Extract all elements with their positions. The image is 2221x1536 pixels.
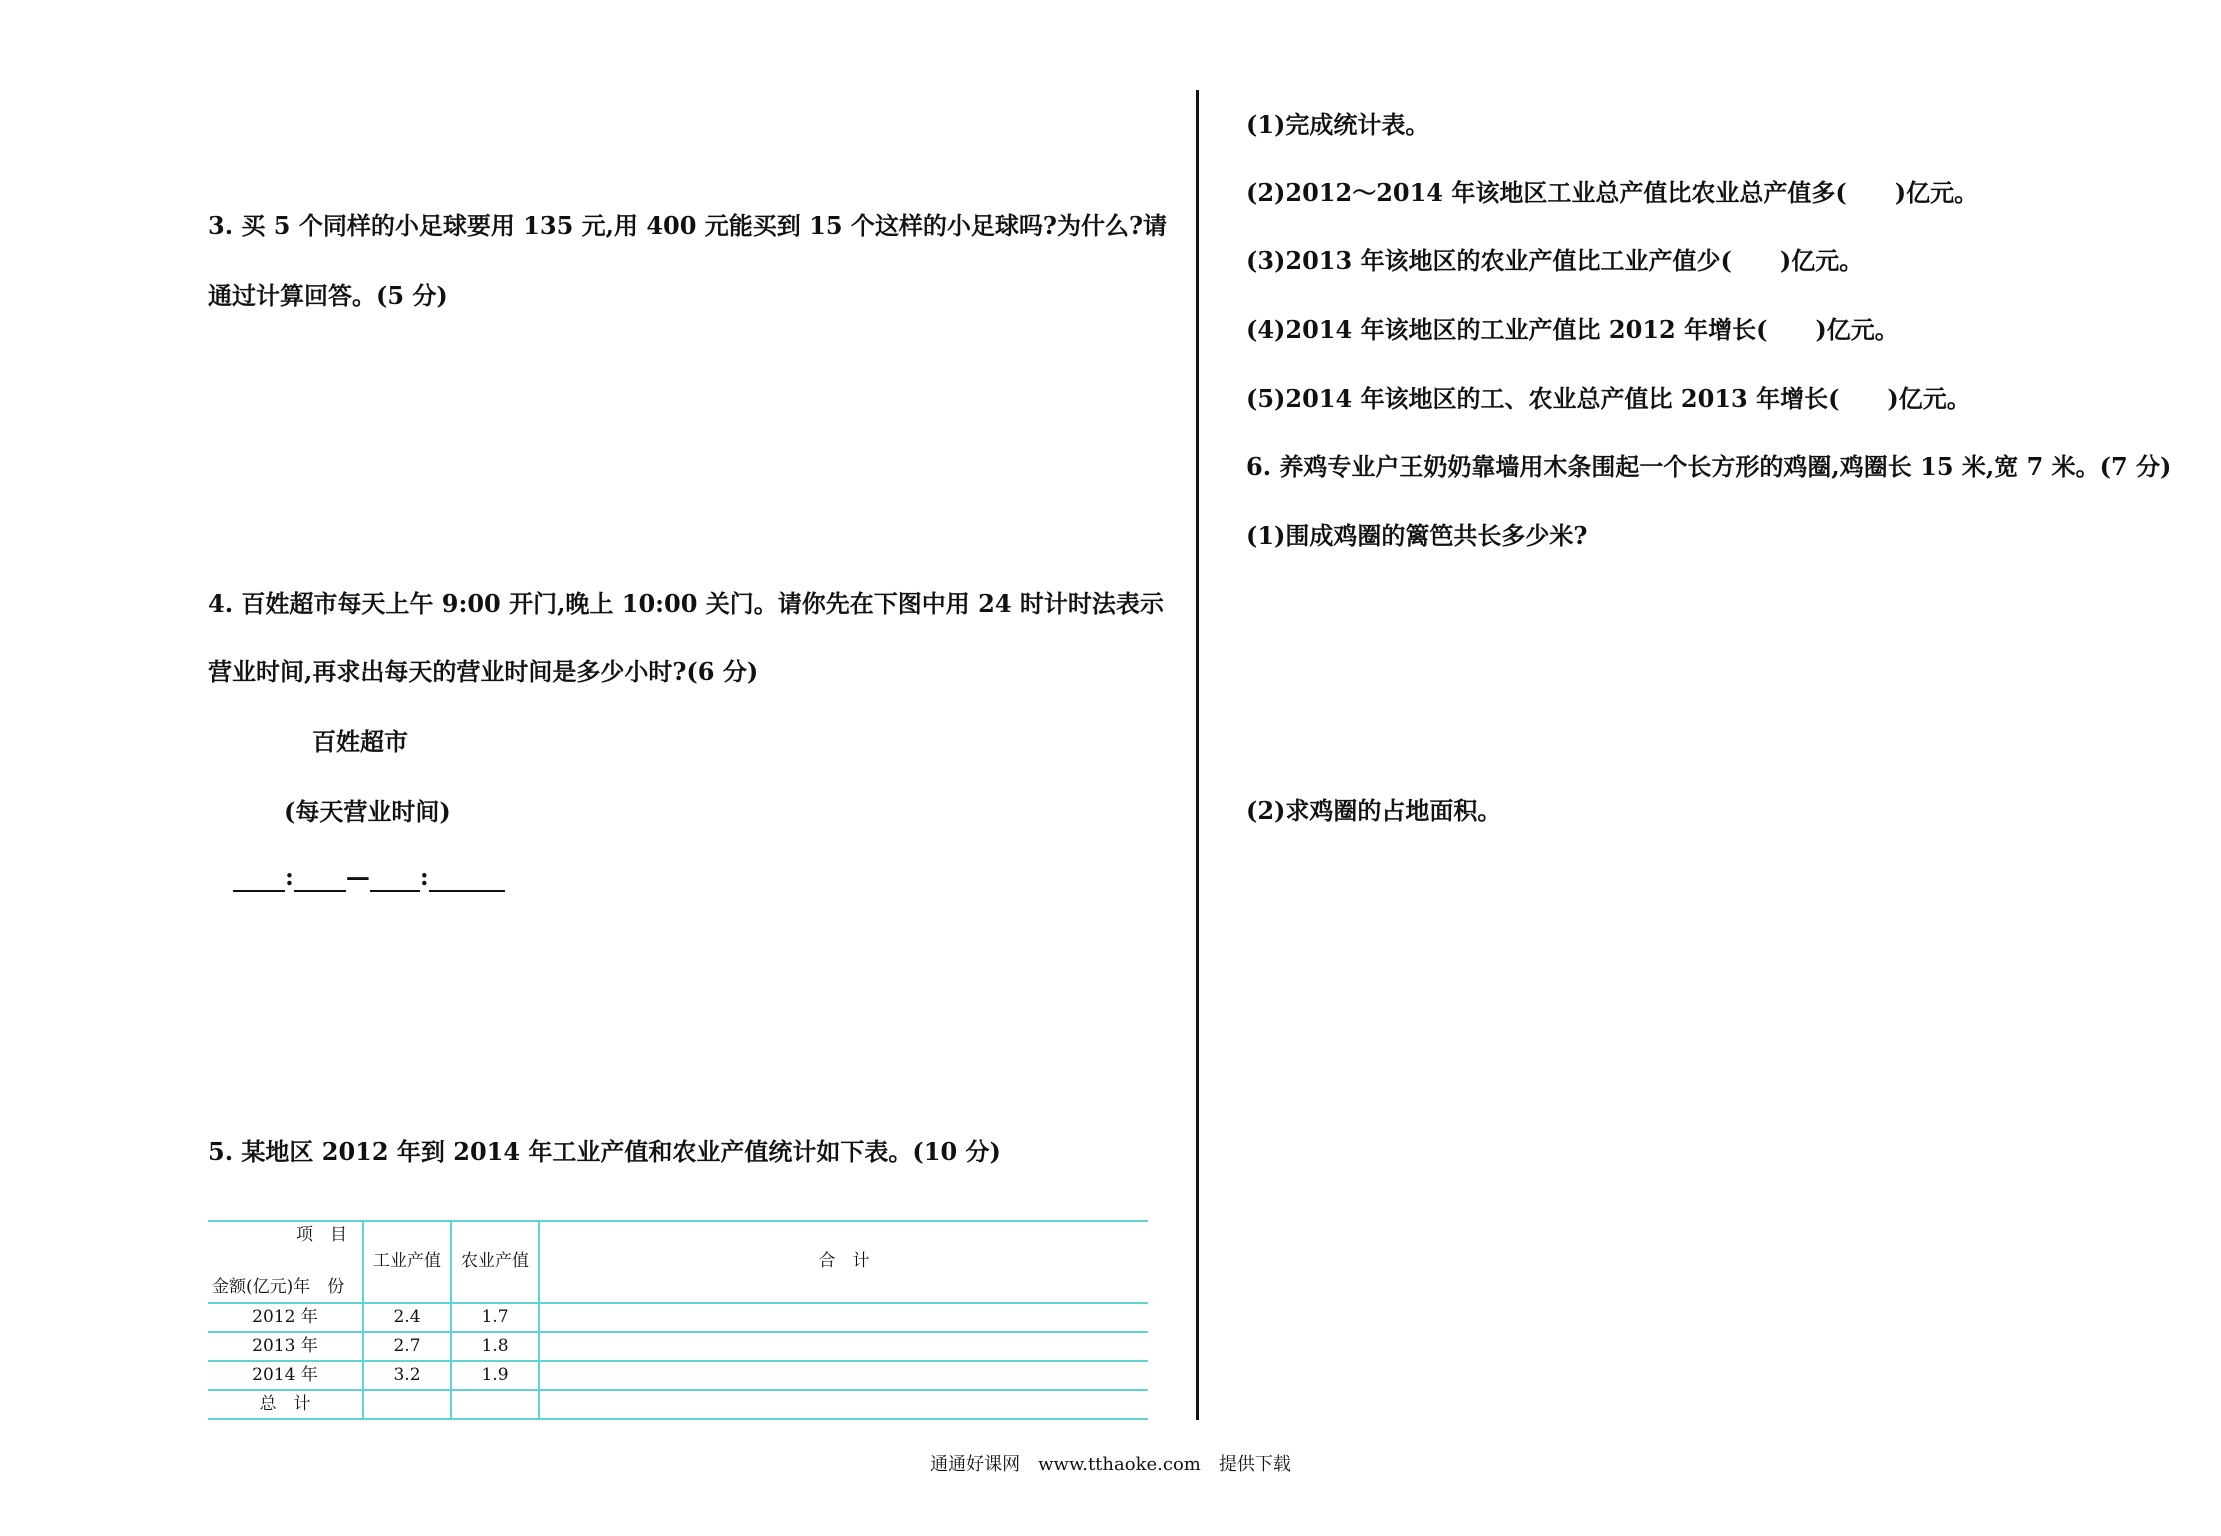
colon-1: : xyxy=(285,862,294,891)
question-4-line-2: 营业时间,再求出每天的营业时间是多少小时?(6 分) xyxy=(208,657,759,686)
header-industry: 工业产值 xyxy=(373,1251,441,1271)
subquestion-3: (3)2013 年该地区的农业产值比工业产值少( )亿元。 xyxy=(1246,246,1864,275)
question-5-title: 5. 某地区 2012 年到 2014 年工业产值和农业产值统计如下表。(10 分) xyxy=(208,1137,1001,1166)
row-industry: 3.2 xyxy=(393,1365,421,1385)
close-minute-blank[interactable] xyxy=(429,868,505,892)
row-year: 2013 年 xyxy=(252,1336,318,1356)
close-hour-blank[interactable] xyxy=(370,868,420,892)
row-agriculture: 1.9 xyxy=(481,1365,509,1385)
row-year: 2012 年 xyxy=(252,1307,318,1327)
question-3-line-2: 通过计算回答。(5 分) xyxy=(208,281,448,310)
question-6-part-2: (2)求鸡圈的占地面积。 xyxy=(1246,796,1502,825)
colon-2: : xyxy=(419,862,429,891)
question-3-line-1: 3. 买 5 个同样的小足球要用 135 元,用 400 元能买到 15 个这样的小足球吗?为什么?请 xyxy=(208,211,1168,240)
question-4-line-1: 4. 百姓超市每天上午 9:00 开门,晚上 10:00 关门。请你先在下图中用 24 时计时法表示 xyxy=(208,589,1164,618)
subquestion-5: (5)2014 年该地区的工、农业总产值比 2013 年增长( )亿元。 xyxy=(1246,384,1971,413)
sign-title: 百姓超市 xyxy=(312,727,408,756)
open-hour-blank[interactable] xyxy=(233,868,285,892)
header-amount-year: 金额(亿元)年 份 xyxy=(212,1277,345,1297)
subquestion-1: (1)完成统计表。 xyxy=(1246,110,1430,139)
header-item: 项 目 xyxy=(296,1225,347,1245)
row-industry: 2.4 xyxy=(393,1307,421,1327)
subquestion-2: (2)2012～2014 年该地区工业总产值比农业总产值多( )亿元。 xyxy=(1246,178,1979,207)
total-label: 总 计 xyxy=(259,1394,311,1414)
header-total: 合 计 xyxy=(818,1251,870,1271)
production-table xyxy=(208,1220,1148,1420)
opening-hours-blanks xyxy=(233,862,505,892)
row-agriculture: 1.7 xyxy=(481,1307,509,1327)
row-year: 2014 年 xyxy=(252,1365,318,1385)
question-6: 6. 养鸡专业户王奶奶靠墙用木条围起一个长方形的鸡圈,鸡圈长 15 米,宽 7 米。(7 分) xyxy=(1246,452,2172,481)
open-minute-blank[interactable] xyxy=(294,868,346,892)
header-agriculture: 农业产值 xyxy=(461,1251,529,1271)
row-agriculture: 1.8 xyxy=(481,1336,509,1356)
sign-subtitle: (每天营业时间) xyxy=(284,797,451,826)
column-divider xyxy=(1196,90,1199,1420)
question-6-part-1: (1)围成鸡圈的篱笆共长多少米? xyxy=(1246,521,1588,550)
subquestion-4: (4)2014 年该地区的工业产值比 2012 年增长( )亿元。 xyxy=(1246,315,1899,344)
footer-credit: 通通好课网 www.tthaoke.com 提供下载 xyxy=(930,1454,1291,1475)
row-industry: 2.7 xyxy=(393,1336,421,1356)
time-dash: — xyxy=(345,862,370,891)
